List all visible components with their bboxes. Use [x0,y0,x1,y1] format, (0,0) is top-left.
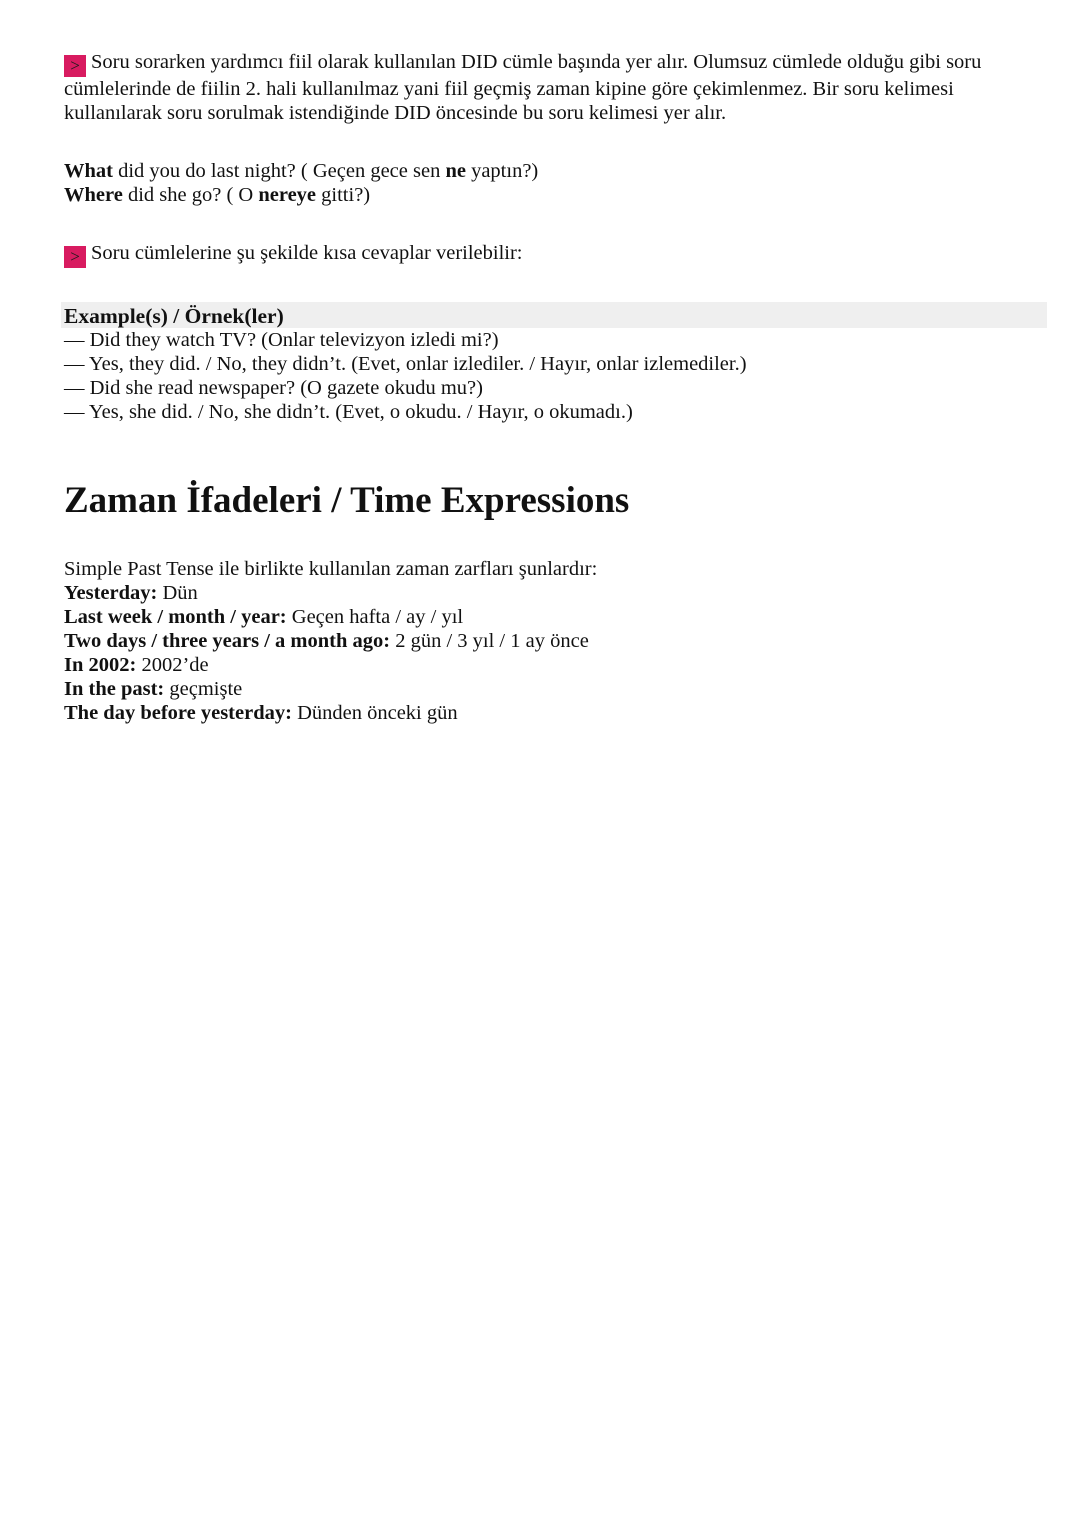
time-term: In 2002: [64,654,137,676]
time-expression-item [64,677,1044,701]
short-answer-text: Soru cümlelerine şu şekilde kısa cevaplar verilebilir: [91,242,523,264]
question-where [64,183,1044,207]
example-line: — Did she read newspaper? (O gazete okudu mu?) [64,377,483,399]
intro-line-1: Soru sorarken yardımcı fiil olarak kullanılan DID cümle başında yer alır. Olumsuz cümlede olduğu gibi soru [91,51,982,73]
time-term: The day before yesterday: [64,702,292,724]
time-meaning: Dünden önceki gün [291,702,458,724]
example-box [64,302,1044,424]
question-text: did you do last night? ( Geçen gece sen [112,160,446,182]
question-text: did she go? ( O [122,184,259,206]
question-word: Where [64,184,123,206]
example-line: — Did they watch TV? (Onlar televizyon izledi mi?) [64,329,499,351]
question-what [64,159,1044,183]
short-answer-intro [64,241,1044,268]
intro-line-3: kullanılarak soru sorulmak istendiğinde DID öncesinde bu soru kelimesi yer alır. [64,102,727,124]
time-expressions [64,557,1044,725]
arrow-marker-icon: > [64,55,86,77]
time-intro: Simple Past Tense ile birlikte kullanılan zaman zarfları şunlardır: [64,558,598,580]
example-line: — Yes, they did. / No, they didn’t. (Evet, onlar izlediler. / Hayır, onlar izlemediler.) [64,353,747,375]
time-meaning: Dün [157,582,198,604]
question-emphasis: nereye [258,184,317,206]
question-emphasis: ne [445,160,466,182]
time-term: Last week / month / year: [64,606,287,628]
time-meaning: 2 gün / 3 yıl / 1 ay önce [390,630,589,652]
intro-paragraph [64,50,1044,125]
time-expression-item [64,605,1044,629]
question-word: What [64,160,113,182]
time-expression-item [64,653,1044,677]
question-text-end: yaptın?) [465,160,539,182]
time-meaning: geçmişte [164,678,243,700]
arrow-marker-icon: > [64,246,86,268]
question-examples [64,159,1044,207]
time-term: Yesterday: [64,582,158,604]
time-expression-item [64,701,1044,725]
time-expression-item [64,629,1044,653]
example-line: — Yes, she did. / No, she didn’t. (Evet, o okudu. / Hayır, o okumadı.) [64,401,633,423]
document-page [64,50,1044,725]
time-meaning: Geçen hafta / ay / yıl [286,606,464,628]
section-heading: Zaman İfadeleri / Time Expressions [64,480,630,521]
time-term: In the past: [64,678,165,700]
time-term: Two days / three years / a month ago: [64,630,391,652]
time-expression-item [64,581,1044,605]
intro-line-2: cümlelerinde de fiilin 2. hali kullanılmaz yani fiil geçmiş zaman kipine göre çekimlenmez. Bir soru kelimesi [64,78,954,100]
example-title: Example(s) / Örnek(ler) [61,302,1047,328]
question-text-end: gitti?) [316,184,371,206]
time-meaning: 2002’de [136,654,209,676]
